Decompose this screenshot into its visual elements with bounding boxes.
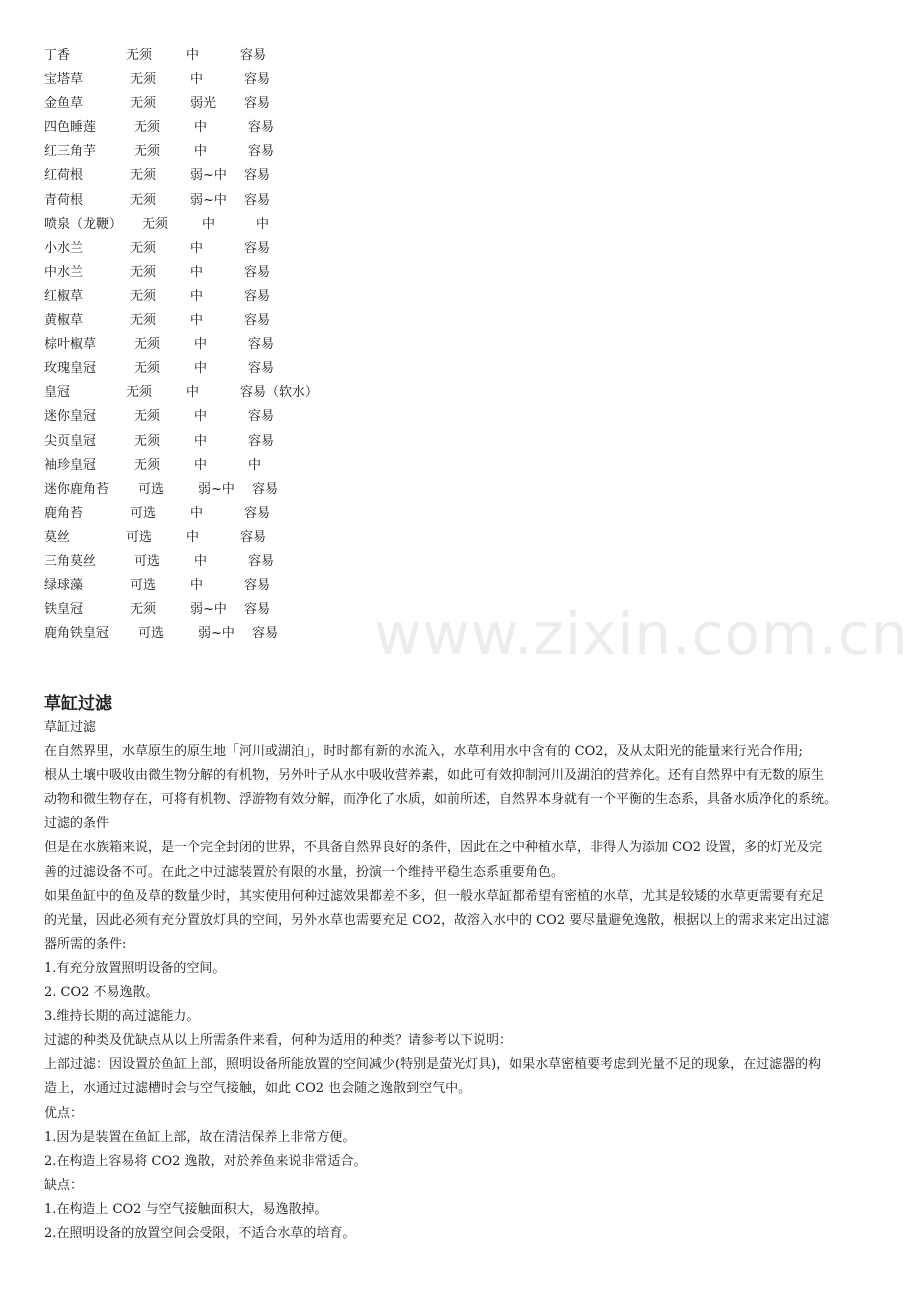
plant-co2: 无须	[130, 72, 157, 88]
plant-co2: 无须	[130, 96, 157, 112]
filter-section	[44, 692, 878, 1246]
plant-co2: 无须	[130, 602, 157, 618]
plant-difficulty: 容易	[240, 48, 267, 63]
plant-co2: 无须	[126, 48, 153, 63]
text-line: 器所需的条件:	[44, 936, 127, 952]
plant-difficulty: 容易	[248, 361, 275, 377]
plant-light: 中	[190, 72, 204, 88]
text-line: 1.因为是装置在鱼缸上部，故在清洁保养上非常方便。	[44, 1129, 356, 1145]
plant-light: 中	[194, 553, 208, 569]
plant-co2: 无须	[134, 337, 161, 353]
plant-light: 中	[202, 216, 216, 232]
plant-difficulty: 容易	[244, 168, 271, 184]
plant-co2: 无须	[142, 216, 169, 232]
plant-light: 中	[194, 120, 208, 136]
plant-co2: 无须	[134, 120, 161, 136]
plant-light: 中	[190, 264, 204, 280]
plant-light: 弱~中	[190, 192, 227, 208]
text-line: 上部过滤：因设置於鱼缸上部，照明设备所能放置的空间减少(特别是萤光灯具)，如果水草密植要考虑到光量不足的现象，在过滤器的构	[44, 1057, 822, 1073]
plant-name: 迷你鹿角苔	[44, 481, 110, 497]
text-line: 的光量，因此必须有充分置放灯具的空间，另外水草也需要充足 CO2，故溶入水中的 CO2 要尽量避免逸散，根据以上的需求来定出过滤	[44, 912, 830, 928]
plant-name: 玫瑰皇冠	[44, 361, 97, 377]
plant-co2: 可选	[138, 626, 165, 642]
plant-light: 中	[190, 288, 204, 304]
plant-difficulty: 容易	[244, 602, 271, 618]
plant-light: 弱~中	[190, 168, 227, 184]
plant-name: 鹿角苔	[44, 505, 84, 521]
plant-difficulty: 容易	[248, 337, 275, 353]
plant-difficulty: 容易	[244, 264, 271, 280]
plant-co2: 无须	[130, 313, 157, 329]
plant-co2: 可选	[138, 481, 165, 497]
plant-difficulty: 中	[256, 216, 270, 232]
text-line: 2.在照明设备的放置空间会受限，不适合水草的培育。	[44, 1225, 356, 1241]
text-line: 在自然界里，水草原生的原生地「河川或湖泊」，时时都有新的水流入，水草利用水中含有的 CO2，及从太阳光的能量来行光合作用;	[44, 744, 803, 760]
plant-light: 弱~中	[198, 481, 235, 497]
text-line: 如果鱼缸中的鱼及草的数量少时，其实使用何种过滤效果都差不多，但一般水草缸都希望有密植的水草，尤其是较矮的水草更需要有充足	[44, 888, 825, 904]
plant-light: 弱~中	[190, 602, 227, 618]
plant-difficulty: 容易	[248, 144, 275, 160]
plant-light: 中	[190, 578, 204, 594]
plant-difficulty: 容易	[244, 313, 271, 329]
plant-difficulty: 容易	[244, 505, 271, 521]
plant-co2: 无须	[130, 288, 157, 304]
text-line: 1.在构造上 CO2 与空气接触面积大，易逸散掉。	[44, 1201, 328, 1217]
plant-co2: 无须	[134, 144, 161, 160]
plant-light: 弱~中	[198, 626, 235, 642]
plant-difficulty: 容易（软水）	[240, 385, 319, 401]
plant-name: 三角莫丝	[44, 553, 97, 569]
plant-name: 尖页皇冠	[44, 433, 97, 449]
plant-name: 四色睡莲	[44, 120, 97, 136]
plant-name: 绿球藻	[44, 578, 84, 594]
plant-difficulty: 容易	[244, 240, 271, 256]
plant-light: 中	[194, 433, 208, 449]
plant-co2: 无须	[134, 433, 161, 449]
text-line: 1.有充分放置照明设备的空间。	[44, 960, 226, 976]
plant-light: 中	[194, 361, 208, 377]
plant-difficulty: 容易	[244, 192, 271, 208]
text-line: 善的过滤设备不可。在此之中过滤装置於有限的水量，扮演一个维持平稳生态系重要角色。	[44, 864, 565, 880]
plant-co2: 可选	[134, 553, 161, 569]
plant-name: 宝塔草	[44, 72, 84, 88]
plant-name: 青荷根	[44, 192, 84, 208]
plant-name: 袖珍皇冠	[44, 457, 97, 473]
plant-name: 莫丝	[44, 529, 71, 545]
section-body	[44, 716, 878, 1246]
plant-name: 铁皇冠	[44, 602, 84, 618]
plant-light: 中	[186, 385, 200, 401]
text-line: 根从土壤中吸收由微生物分解的有机物，另外叶子从水中吸收营养素，如此可有效抑制河川及湖泊的营养化。还有自然界中有无数的原生	[44, 768, 825, 784]
plant-light: 中	[190, 240, 204, 256]
section-heading: 草缸过滤	[44, 694, 112, 714]
plant-name: 丁香	[44, 48, 71, 63]
plant-name: 喷泉（龙鞭）	[44, 216, 123, 232]
plant-co2: 无须	[130, 240, 157, 256]
plant-difficulty: 容易	[252, 481, 279, 497]
plant-co2: 可选	[130, 505, 157, 521]
plant-name: 小水兰	[44, 240, 84, 256]
plant-name: 黄椒草	[44, 313, 84, 329]
plant-co2: 无须	[130, 264, 157, 280]
plant-difficulty: 容易	[244, 288, 271, 304]
plant-light: 中	[186, 529, 200, 545]
plant-light: 中	[194, 409, 208, 425]
plant-difficulty: 容易	[240, 529, 267, 545]
plant-light: 中	[190, 505, 204, 521]
plant-name: 红荷根	[44, 168, 84, 184]
text-line: 过滤的条件	[44, 816, 110, 832]
plant-difficulty: 容易	[244, 72, 271, 88]
plant-co2: 可选	[130, 578, 157, 594]
plant-difficulty: 中	[248, 457, 262, 473]
plant-co2: 无须	[130, 192, 157, 208]
plant-name: 红三角芋	[44, 144, 97, 160]
plant-light: 中	[194, 457, 208, 473]
plant-name: 皇冠	[44, 385, 71, 401]
plant-difficulty: 容易	[244, 578, 271, 594]
text-line: 3.维持长期的高过滤能力。	[44, 1009, 200, 1025]
plant-light: 中	[190, 313, 204, 329]
plant-co2: 无须	[126, 385, 153, 401]
plant-co2: 无须	[134, 409, 161, 425]
plant-name: 金鱼草	[44, 96, 84, 112]
plant-name: 棕叶椒草	[44, 337, 97, 353]
plant-light: 中	[194, 144, 208, 160]
text-line: 造上，水通过过滤槽时会与空气接触，如此 CO2 也会随之逸散到空气中。	[44, 1081, 472, 1097]
plant-name: 红椒草	[44, 288, 84, 304]
plant-light: 弱光	[190, 96, 217, 112]
plant-co2: 无须	[134, 457, 161, 473]
plant-difficulty: 容易	[248, 120, 275, 136]
plant-difficulty: 容易	[244, 96, 271, 112]
plant-light: 中	[194, 337, 208, 353]
text-line: 但是在水族箱来说，是一个完全封闭的世界，不具备自然界良好的条件，因此在之中种植水草，非得人为添加 CO2 设置，多的灯光及完	[44, 840, 823, 856]
text-line: 2.在构造上容易将 CO2 逸散，对於养鱼来说非常适合。	[44, 1153, 367, 1169]
plant-co2: 可选	[126, 529, 153, 545]
plant-difficulty: 容易	[248, 553, 275, 569]
text-line: 动物和微生物存在，可将有机物、浮游物有效分解，而净化了水质，如前所述，自然界本身就有一个平衡的生态系，具备水质净化的系统。	[44, 792, 838, 808]
text-line: 2. CO2 不易逸散。	[44, 985, 159, 1001]
plant-difficulty: 容易	[248, 433, 275, 449]
text-line: 缺点：	[44, 1177, 84, 1193]
plant-co2: 无须	[134, 361, 161, 377]
plant-co2: 无须	[130, 168, 157, 184]
plant-name: 鹿角铁皇冠	[44, 626, 110, 642]
text-line: 过滤的种类及优缺点从以上所需条件来看，何种为适用的种类？请参考以下说明：	[44, 1033, 513, 1049]
watermark: www.zixin.com.cn	[374, 600, 909, 668]
plant-light: 中	[186, 48, 200, 63]
plant-difficulty: 容易	[252, 626, 279, 642]
plant-name: 迷你皇冠	[44, 409, 97, 425]
text-line: 优点：	[44, 1105, 84, 1121]
plant-difficulty: 容易	[248, 409, 275, 425]
plant-name: 中水兰	[44, 264, 84, 280]
text-line: 草缸过滤	[44, 720, 97, 735]
